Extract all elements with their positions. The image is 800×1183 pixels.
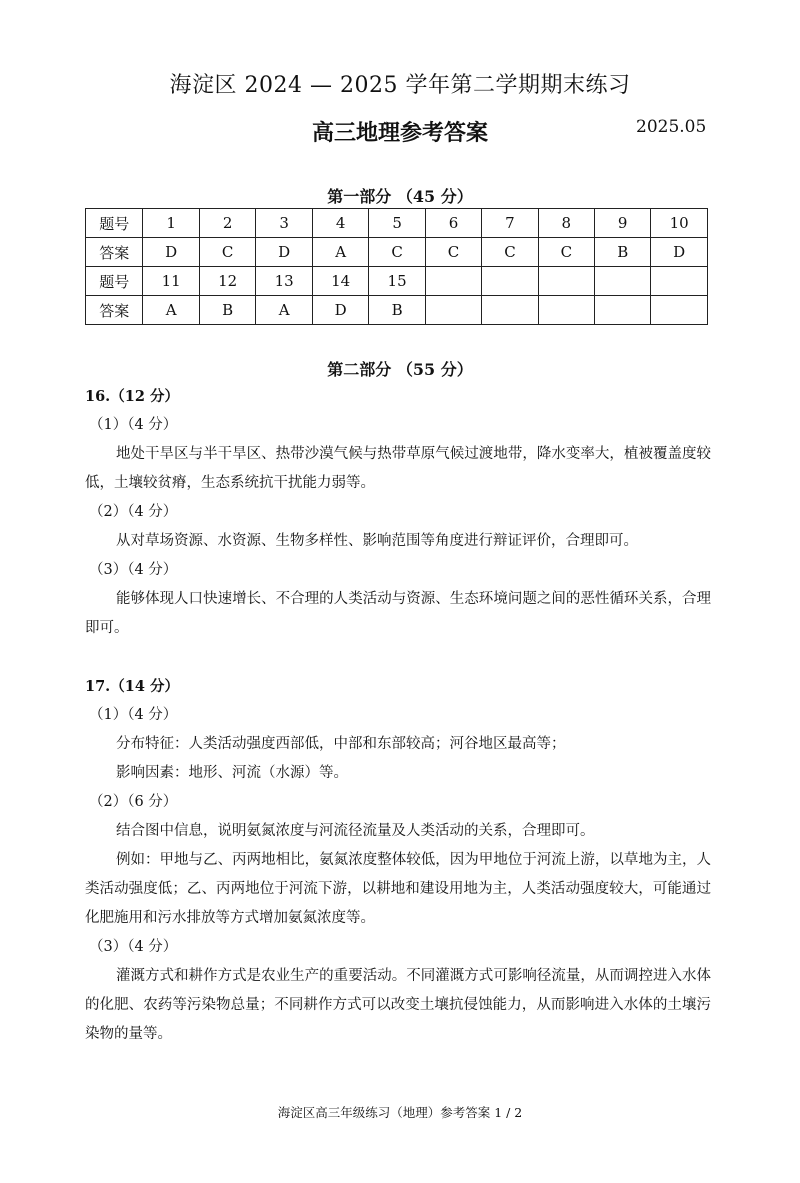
question-17-part2-answer: 结合图中信息，说明氨氮浓度与河流径流量及人类活动的关系，合理即可。: [116, 823, 595, 839]
question-16-title: 16.（12 分）: [85, 388, 179, 405]
question-cell: 14: [312, 267, 368, 296]
question-cell: 6: [425, 209, 481, 238]
question-row: [86, 267, 708, 296]
question-16-part2-label: （2）（4 分）: [89, 504, 178, 520]
question-17-part2-label: （2）（6 分）: [89, 794, 178, 810]
question-cell: [482, 267, 538, 296]
question-cell: 8: [538, 209, 594, 238]
document-subtitle: 高三地理参考答案: [311, 120, 488, 146]
question-17-part2-example: 例如：甲地与乙、丙两地相比，氨氮浓度整体较低，因为甲地位于河流上游，以草地为主，人类活动强度低；乙、丙两地位于河流下游，以耕地和建设用地为主，人类活动强度较大，可能通过化肥施用和污水排放等方式增加氨氮浓度等。: [85, 852, 711, 926]
document-date: 2025.05: [636, 117, 707, 137]
answer-cell: [651, 296, 708, 325]
answer-row: [86, 238, 708, 267]
question-cell: 13: [256, 267, 312, 296]
answer-cell: B: [595, 238, 651, 267]
question-cell: [538, 267, 594, 296]
question-cell: 4: [312, 209, 368, 238]
answer-cell: C: [538, 238, 594, 267]
question-row-label: 题号: [86, 209, 143, 238]
question-cell: 7: [482, 209, 538, 238]
answer-cell: A: [143, 296, 199, 325]
question-row: [86, 209, 708, 238]
question-17-title: 17.（14 分）: [85, 678, 179, 695]
answer-cell: A: [256, 296, 312, 325]
question-17-part3-label: （3）（4 分）: [89, 939, 178, 955]
answer-row-label: 答案: [86, 238, 143, 267]
part2-heading: 第二部分 （55 分）: [327, 360, 473, 379]
question-cell: 11: [143, 267, 199, 296]
question-17-part1-label: （1）（4 分）: [89, 707, 178, 723]
answer-cell: [538, 296, 594, 325]
question-cell: 15: [369, 267, 425, 296]
part1-heading: 第一部分 （45 分）: [327, 187, 473, 206]
answer-cell: C: [425, 238, 481, 267]
question-17-part3-answer: 灌溉方式和耕作方式是农业生产的重要活动。不同灌溉方式可影响径流量，从而调控进入水体的化肥、农药等污染物总量；不同耕作方式可以改变土壤抗侵蚀能力，从而影响进入水体的土壤污染物的量等。: [85, 968, 711, 1042]
answer-cell: [482, 296, 538, 325]
question-17-part1-answer-line1: 分布特征：人类活动强度西部低，中部和东部较高；河谷地区最高等；: [116, 736, 566, 752]
question-16-part3-label: （3）（4 分）: [89, 562, 178, 578]
question-17-part1-answer-line2: 影响因素：地形、河流（水源）等。: [116, 765, 348, 781]
answer-cell: A: [312, 238, 368, 267]
question-cell: [651, 267, 708, 296]
answer-table: [85, 208, 708, 325]
question-16-part2-answer: 从对草场资源、水资源、生物多样性、影响范围等角度进行辩证评价，合理即可。: [116, 533, 638, 549]
question-cell: [595, 267, 651, 296]
answer-cell: [425, 296, 481, 325]
answer-cell: B: [369, 296, 425, 325]
page-title: 海淀区 2024 — 2025 学年第二学期期末练习: [169, 73, 631, 98]
spacer: [85, 643, 711, 672]
answer-cell: [595, 296, 651, 325]
question-row-label: 题号: [86, 267, 143, 296]
question-16-part3-answer: 能够体现人口快速增长、不合理的人类活动与资源、生态环境问题之间的恶性循环关系，合理即可。: [85, 591, 711, 636]
question-cell: 3: [256, 209, 312, 238]
part2-content: [85, 382, 711, 1049]
question-cell: [425, 267, 481, 296]
question-16-part1-label: （1）（4 分）: [89, 417, 178, 433]
answer-cell: B: [199, 296, 255, 325]
question-cell: 1: [143, 209, 199, 238]
answer-cell: D: [651, 238, 708, 267]
answer-cell: D: [312, 296, 368, 325]
answer-cell: C: [369, 238, 425, 267]
answer-row: [86, 296, 708, 325]
page-footer: 海淀区高三年级练习（地理）参考答案 1 / 2: [277, 1105, 523, 1120]
answer-cell: D: [143, 238, 199, 267]
answer-cell: D: [256, 238, 312, 267]
question-cell: 5: [369, 209, 425, 238]
question-cell: 12: [199, 267, 255, 296]
question-cell: 10: [651, 209, 708, 238]
answer-cell: C: [482, 238, 538, 267]
answer-cell: C: [199, 238, 255, 267]
answer-row-label: 答案: [86, 296, 143, 325]
question-cell: 9: [595, 209, 651, 238]
question-cell: 2: [199, 209, 255, 238]
question-16-part1-answer: 地处干旱区与半干旱区、热带沙漠气候与热带草原气候过渡地带，降水变率大，植被覆盖度较低，土壤较贫瘠，生态系统抗干扰能力弱等。: [85, 446, 711, 491]
